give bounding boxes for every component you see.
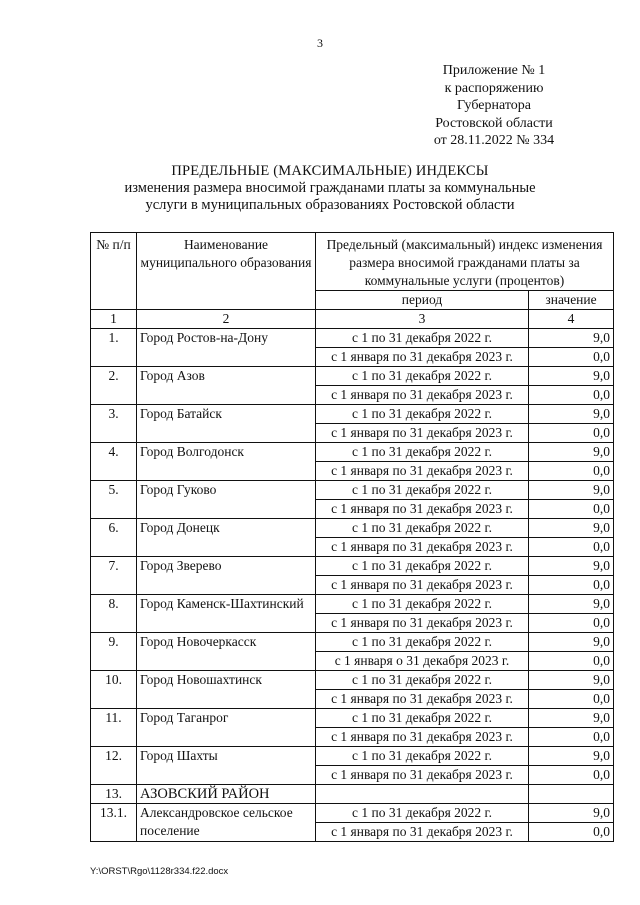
value-cell: 0,0: [529, 462, 614, 481]
period-cell: с 1 января о 31 декабря 2023 г.: [316, 652, 529, 671]
column-number: 3: [316, 310, 529, 329]
index-table: [90, 232, 614, 842]
value-cell: [529, 785, 614, 804]
table-row: [91, 709, 614, 728]
period-cell: с 1 января по 31 декабря 2023 г.: [316, 348, 529, 367]
value-cell: 0,0: [529, 614, 614, 633]
header-period: период: [316, 291, 529, 310]
table-row: [91, 519, 614, 538]
period-cell: с 1 по 31 декабря 2022 г.: [316, 481, 529, 500]
table-row: [91, 747, 614, 766]
value-cell: 0,0: [529, 652, 614, 671]
municipality-name: Город Донецк: [137, 519, 316, 557]
municipality-name: Город Новочеркасск: [137, 633, 316, 671]
header-num: № п/п: [91, 233, 137, 310]
appendix-line: Приложение № 1: [442, 63, 546, 78]
value-cell: 0,0: [529, 500, 614, 519]
municipality-name: Город Батайск: [137, 405, 316, 443]
municipality-name: Город Шахты: [137, 747, 316, 785]
period-cell: с 1 января по 31 декабря 2023 г.: [316, 424, 529, 443]
municipality-name: Город Зверево: [137, 557, 316, 595]
municipality-name: Город Новошахтинск: [137, 671, 316, 709]
period-cell: с 1 по 31 декабря 2022 г.: [316, 367, 529, 386]
value-cell: 0,0: [529, 576, 614, 595]
header-value: значение: [529, 291, 614, 310]
title-line: услуги в муниципальных образованиях Ростовской области: [145, 197, 515, 213]
row-number: 5.: [91, 481, 137, 519]
period-cell: с 1 по 31 декабря 2022 г.: [316, 633, 529, 652]
value-cell: 0,0: [529, 424, 614, 443]
column-number: 2: [137, 310, 316, 329]
value-cell: 0,0: [529, 538, 614, 557]
period-cell: с 1 января по 31 декабря 2023 г.: [316, 766, 529, 785]
value-cell: 0,0: [529, 690, 614, 709]
value-cell: 9,0: [529, 671, 614, 690]
row-number: 9.: [91, 633, 137, 671]
table-row: [91, 633, 614, 652]
value-cell: 0,0: [529, 823, 614, 842]
period-cell: с 1 января по 31 декабря 2023 г.: [316, 690, 529, 709]
row-number: 7.: [91, 557, 137, 595]
table-row: [91, 443, 614, 462]
table-row: [91, 329, 614, 348]
value-cell: 0,0: [529, 386, 614, 405]
section-row: [91, 785, 614, 804]
municipality-name: Город Гуково: [137, 481, 316, 519]
value-cell: 9,0: [529, 804, 614, 823]
period-cell: с 1 по 31 декабря 2022 г.: [316, 519, 529, 538]
municipality-name: Город Таганрог: [137, 709, 316, 747]
column-number: 4: [529, 310, 614, 329]
subsection-row: [91, 804, 614, 823]
row-number: 8.: [91, 595, 137, 633]
value-cell: 9,0: [529, 633, 614, 652]
municipality-name: Город Каменск-Шахтинский: [137, 595, 316, 633]
value-cell: 9,0: [529, 595, 614, 614]
row-number: 13.1.: [91, 804, 137, 842]
period-cell: с 1 января по 31 декабря 2023 г.: [316, 500, 529, 519]
period-cell: с 1 января по 31 декабря 2023 г.: [316, 538, 529, 557]
appendix-line: Ростовской области: [435, 115, 553, 131]
value-cell: 9,0: [529, 709, 614, 728]
period-cell: с 1 по 31 декабря 2022 г.: [316, 747, 529, 766]
period-cell: с 1 по 31 декабря 2022 г.: [316, 709, 529, 728]
period-cell: с 1 по 31 декабря 2022 г.: [316, 443, 529, 462]
period-cell: [316, 785, 529, 804]
column-number-row: [91, 310, 614, 329]
value-cell: 9,0: [529, 443, 614, 462]
header-index: Предельный (максимальный) индекс изменения размера вносимой гражданами платы за коммунальные услуги (процентов): [316, 233, 614, 291]
value-cell: 9,0: [529, 405, 614, 424]
appendix-line: Губернатора: [456, 98, 532, 113]
row-number: 4.: [91, 443, 137, 481]
table-header-row: [91, 233, 614, 291]
period-cell: с 1 января по 31 декабря 2023 г.: [316, 462, 529, 481]
municipality-name: Город Ростов-на-Дону: [137, 329, 316, 367]
period-cell: с 1 января по 31 декабря 2023 г.: [316, 728, 529, 747]
table-row: [91, 405, 614, 424]
header-name: Наименование муниципального образования: [137, 233, 316, 310]
period-cell: с 1 по 31 декабря 2022 г.: [316, 329, 529, 348]
section-name: АЗОВСКИЙ РАЙОН: [137, 785, 316, 804]
row-number: 2.: [91, 367, 137, 405]
period-cell: с 1 по 31 декабря 2022 г.: [316, 595, 529, 614]
row-number: 13.: [91, 785, 137, 804]
value-cell: 9,0: [529, 519, 614, 538]
value-cell: 9,0: [529, 481, 614, 500]
title-line: изменения размера вносимой гражданами платы за коммунальные: [124, 180, 536, 196]
row-number: 1.: [91, 329, 137, 367]
municipality-name: Александровское сельское поселение: [137, 804, 316, 842]
value-cell: 9,0: [529, 367, 614, 386]
period-cell: с 1 по 31 декабря 2022 г.: [316, 804, 529, 823]
value-cell: 0,0: [529, 766, 614, 785]
period-cell: с 1 января по 31 декабря 2023 г.: [316, 614, 529, 633]
municipality-name: Город Азов: [137, 367, 316, 405]
table-row: [91, 671, 614, 690]
table-row: [91, 367, 614, 386]
value-cell: 9,0: [529, 747, 614, 766]
table-row: [91, 595, 614, 614]
title-line: ПРЕДЕЛЬНЫЕ (МАКСИМАЛЬНЫЕ) ИНДЕКСЫ: [171, 163, 489, 179]
row-number: 3.: [91, 405, 137, 443]
row-number: 11.: [91, 709, 137, 747]
row-number: 10.: [91, 671, 137, 709]
municipality-name: Город Волгодонск: [137, 443, 316, 481]
period-cell: с 1 января по 31 декабря 2023 г.: [316, 823, 529, 842]
value-cell: 9,0: [529, 557, 614, 576]
appendix-line: к распоряжению: [444, 80, 544, 96]
column-number: 1: [91, 310, 137, 329]
value-cell: 9,0: [529, 329, 614, 348]
appendix-line: от 28.11.2022 № 334: [433, 133, 555, 148]
table-row: [91, 481, 614, 500]
period-cell: с 1 по 31 декабря 2022 г.: [316, 405, 529, 424]
appendix-block: [404, 62, 584, 150]
row-number: 6.: [91, 519, 137, 557]
file-path-footer: Y:\ORST\Rgo\1128r334.f22.docx: [90, 866, 229, 877]
period-cell: с 1 по 31 декабря 2022 г.: [316, 671, 529, 690]
value-cell: 0,0: [529, 348, 614, 367]
page-number: 3: [317, 36, 323, 50]
row-number: 12.: [91, 747, 137, 785]
table-row: [91, 557, 614, 576]
period-cell: с 1 января по 31 декабря 2023 г.: [316, 576, 529, 595]
value-cell: 0,0: [529, 728, 614, 747]
document-title: [90, 163, 570, 214]
period-cell: с 1 января по 31 декабря 2023 г.: [316, 386, 529, 405]
period-cell: с 1 по 31 декабря 2022 г.: [316, 557, 529, 576]
